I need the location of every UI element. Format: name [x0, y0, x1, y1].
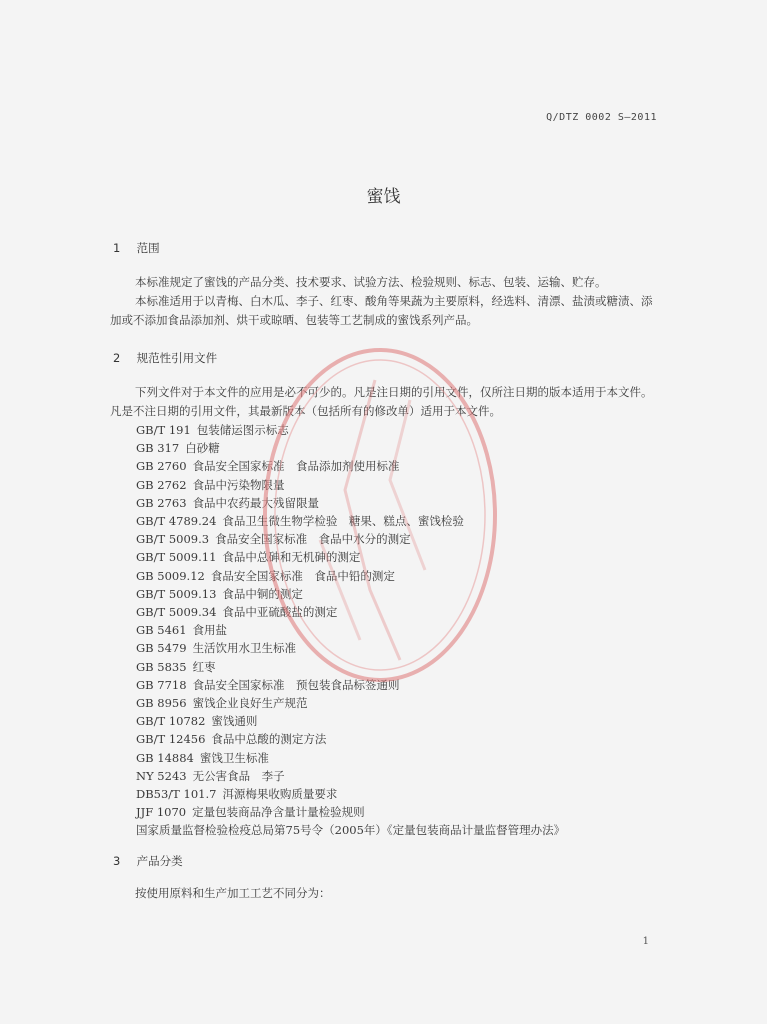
- section-number: 2: [113, 351, 121, 365]
- page-number: 1: [642, 936, 649, 947]
- reference-code: GB 2763: [136, 495, 187, 510]
- list-item: [136, 749, 565, 767]
- section-number: 3: [113, 854, 121, 868]
- reference-name: 蜜饯通则: [211, 714, 258, 729]
- section-title: 产品分类: [136, 854, 183, 868]
- reference-name: 洱源梅果收购质量要求: [222, 787, 338, 802]
- section-heading-normative: [113, 350, 217, 366]
- section-title: 范围: [136, 241, 160, 255]
- reference-name: 食品中农药最大残留限量: [192, 495, 320, 510]
- list-item: [136, 639, 565, 657]
- reference-name: 食品卫生微生物学检验 糖果、糕点、蜜饯检验: [222, 514, 464, 529]
- section-number: 1: [113, 241, 121, 255]
- reference-name: 食品安全国家标准 食品中铅的测定: [210, 568, 395, 583]
- reference-name: 红枣: [192, 659, 216, 674]
- reference-code: GB 5479: [136, 641, 187, 656]
- reference-code: GB 14884: [136, 750, 194, 765]
- reference-code: DB53/T 101.7: [136, 787, 217, 802]
- reference-code: GB/T 5009.13: [136, 586, 217, 601]
- reference-code: GB 2760: [136, 459, 187, 474]
- reference-code: GB 5009.12: [136, 568, 205, 583]
- reference-code: GB 8956: [136, 696, 187, 711]
- scope-paragraph-2: 本标准适用于以青梅、白木瓜、李子、红枣、酸角等果蔬为主要原料，经选料、清漂、盐渍或糖渍、添加或不添加食品添加剂、烘干或晾晒、包装等工艺制成的蜜饯系列产品。: [110, 294, 653, 327]
- list-item: [136, 730, 565, 748]
- reference-name: 食品中污染物限量: [192, 477, 285, 492]
- reference-name: 蜜饯企业良好生产规范: [192, 696, 308, 711]
- list-item: [136, 548, 565, 566]
- scope-paragraph-1: 本标准规定了蜜饯的产品分类、技术要求、试验方法、检验规则、标志、包装、运输、贮存。: [135, 275, 607, 289]
- reference-name: 国家质量监督检验检疫总局第75号令（2005年）《定量包装商品计量监督管理办法》: [136, 823, 566, 838]
- reference-code: NY 5243: [136, 768, 187, 783]
- reference-code: GB/T 5009.34: [136, 605, 217, 620]
- list-item: [136, 439, 565, 457]
- list-item: [136, 694, 565, 712]
- list-item: [136, 567, 565, 585]
- list-item: [136, 512, 565, 530]
- reference-code: GB/T 4789.24: [136, 514, 217, 529]
- standard-code: Q/DTZ 0002 S—2011: [546, 112, 657, 123]
- list-item: [136, 621, 565, 639]
- list-item: [136, 494, 565, 512]
- reference-name: 食品中总酸的测定方法: [211, 732, 327, 747]
- reference-code: GB/T 12456: [136, 732, 206, 747]
- reference-name: 定量包装商品净含量计量检验规则: [192, 805, 365, 820]
- reference-code: JJF 1070: [136, 805, 187, 820]
- section-title: 规范性引用文件: [136, 351, 218, 365]
- list-item: [136, 803, 565, 821]
- reference-name: 食品安全国家标准 预包装食品标签通则: [192, 677, 400, 692]
- list-item: [136, 421, 565, 439]
- reference-name: 食品中铜的测定: [222, 586, 303, 601]
- reference-code: GB/T 10782: [136, 714, 206, 729]
- reference-name: 蜜饯卫生标准: [199, 750, 269, 765]
- reference-code: GB/T 5009.3: [136, 532, 210, 547]
- list-item: [136, 821, 565, 839]
- reference-list: [136, 421, 565, 840]
- reference-code: GB 7718: [136, 677, 187, 692]
- reference-name: 食品安全国家标准 食品中水分的测定: [215, 532, 411, 547]
- reference-name: 食用盐: [192, 623, 228, 638]
- reference-name: 食品安全国家标准 食品添加剂使用标准: [192, 459, 400, 474]
- reference-name: 白砂糖: [185, 441, 220, 456]
- document-title: 蜜饯: [366, 187, 401, 207]
- list-item: [136, 530, 565, 548]
- list-item: [136, 676, 565, 694]
- reference-code: GB 5461: [136, 623, 187, 638]
- normative-intro: 下列文件对于本文件的应用是必不可少的。凡是注日期的引用文件，仅所注日期的版本适用于本文件。凡是不注日期的引用文件，其最新版本（包括所有的修改单）适用于本文件。: [110, 385, 653, 418]
- reference-code: GB 2762: [136, 477, 187, 492]
- reference-name: 包装储运图示标志: [196, 423, 289, 437]
- list-item: [136, 476, 565, 494]
- reference-code: GB 317: [136, 441, 180, 456]
- reference-name: 生活饮用水卫生标准: [192, 641, 297, 656]
- reference-code: GB/T 191: [136, 423, 191, 437]
- classification-intro: 按使用原料和生产加工工艺不同分为：: [135, 886, 331, 900]
- list-item: [136, 585, 565, 603]
- reference-name: 食品中亚硫酸盐的测定: [222, 605, 338, 620]
- reference-code: GB/T 5009.11: [136, 550, 217, 565]
- reference-name: 无公害食品 李子: [192, 768, 285, 783]
- section-heading-scope: [113, 240, 160, 256]
- list-item: [136, 603, 565, 621]
- list-item: [136, 712, 565, 730]
- section-heading-classification: [113, 853, 183, 869]
- list-item: [136, 767, 565, 785]
- list-item: [136, 658, 565, 676]
- list-item: [136, 785, 565, 803]
- reference-name: 食品中总砷和无机砷的测定: [222, 550, 361, 565]
- reference-code: GB 5835: [136, 659, 187, 674]
- list-item: [136, 457, 565, 475]
